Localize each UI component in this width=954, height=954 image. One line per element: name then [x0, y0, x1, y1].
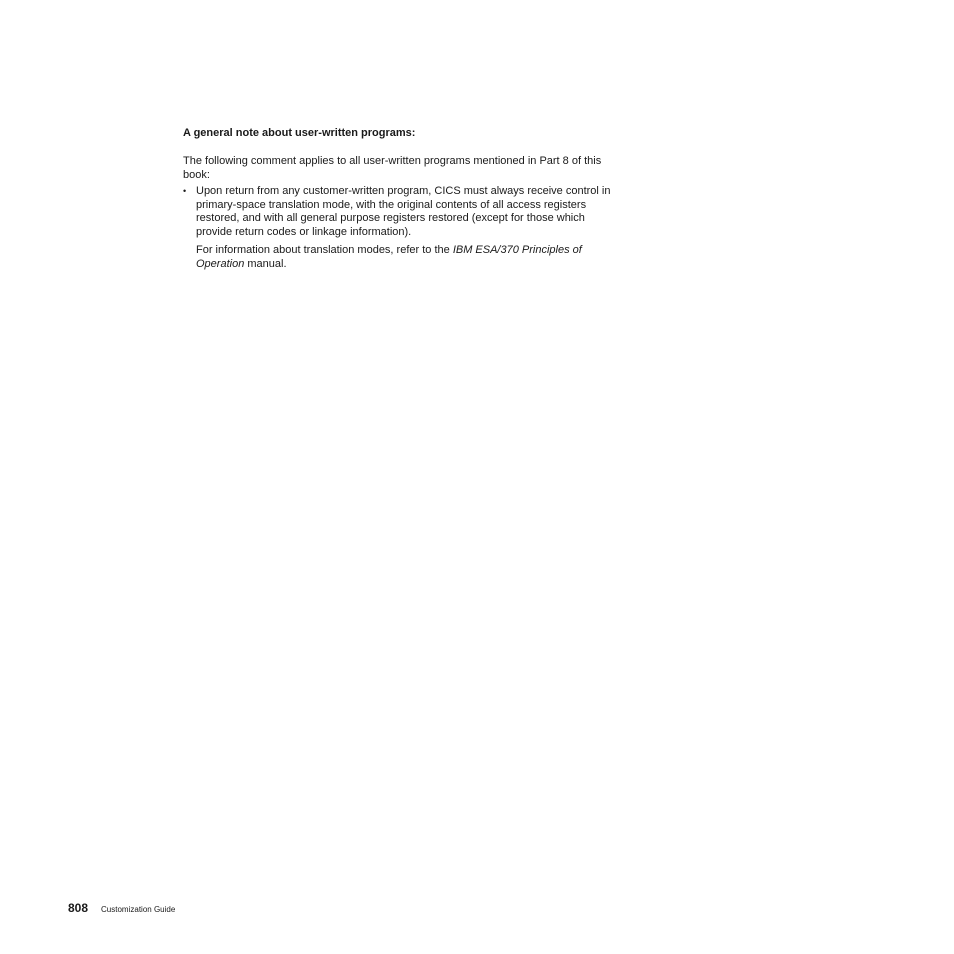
followup-prefix: For information about translation modes, refer to the	[196, 244, 453, 256]
referenced-manual-title: IBM ESA/370 Principles of Operation	[196, 244, 582, 270]
section-heading: A general note about user-written programs:	[183, 127, 416, 139]
bullet-followup	[196, 244, 613, 271]
list-item	[183, 185, 613, 271]
followup-suffix: manual.	[244, 257, 287, 270]
page-footer	[68, 901, 175, 915]
page-number: 808	[68, 901, 89, 915]
bullet-marker: •	[183, 186, 187, 196]
bullet-list	[183, 185, 613, 271]
bullet-text: Upon return from any customer-written program, CICS must always receive control in primary-space translation mode, with the original contents of all access registers restored, and with all general purpose registers restored (except for those which provide return codes or linkage information).	[196, 185, 611, 238]
intro-paragraph: The following comment applies to all user-written programs mentioned in Part 8 of this book:	[183, 155, 602, 181]
book-title: Customization Guide	[101, 905, 176, 914]
